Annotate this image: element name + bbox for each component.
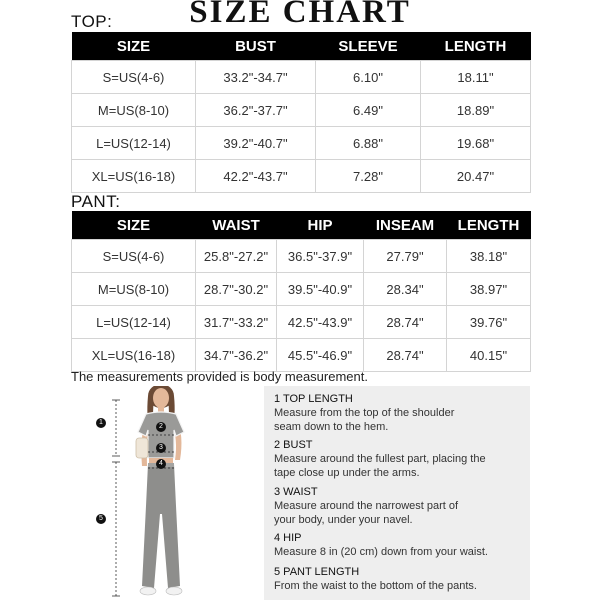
table-cell: 6.10" (316, 61, 421, 94)
table-cell: XL=US(16-18) (72, 339, 196, 372)
table-cell: 34.7"-36.2" (196, 339, 277, 372)
table-cell: 27.79" (364, 240, 447, 273)
pant-section-label: PANT: (71, 192, 121, 211)
table-row (72, 339, 531, 372)
table-row (72, 240, 531, 273)
table-header-row (72, 32, 531, 61)
table-cell: 6.49" (316, 94, 421, 127)
table-row (72, 160, 531, 193)
table-cell: 33.2"-34.7" (196, 61, 316, 94)
top-size-table (71, 32, 531, 193)
step-text: Measure around the narrowest part of your body, under your navel. (274, 500, 459, 526)
model-illustration (88, 386, 263, 600)
table-cell: 42.2"-43.7" (196, 160, 316, 193)
table-row (72, 61, 531, 94)
measurement-figure (88, 386, 263, 600)
step-title: 3 WAIST (274, 486, 318, 498)
header-cell: BUST (196, 32, 316, 61)
table-cell: 28.34" (364, 273, 447, 306)
table-cell: 19.68" (421, 127, 531, 160)
table-cell: L=US(12-14) (72, 127, 196, 160)
table-cell: 39.5"-40.9" (277, 273, 364, 306)
header-cell: LENGTH (421, 32, 531, 61)
header-cell: WAIST (196, 211, 277, 240)
table-cell: 20.47" (421, 160, 531, 193)
header-cell: SIZE (72, 211, 196, 240)
step-title: 2 BUST (274, 439, 313, 451)
step-top-length (274, 392, 526, 434)
table-cell: 39.2"-40.7" (196, 127, 316, 160)
step-hip (274, 531, 526, 559)
step-title: 5 PANT LENGTH (274, 566, 360, 578)
table-cell: 28.7"-30.2" (196, 273, 277, 306)
table-cell: 36.5"-37.9" (277, 240, 364, 273)
table-row (72, 127, 531, 160)
step-waist (274, 485, 526, 527)
marker-1: 1 (96, 418, 106, 428)
step-title: 1 TOP LENGTH (274, 393, 353, 405)
step-title: 4 HIP (274, 532, 302, 544)
table-cell: 42.5"-43.9" (277, 306, 364, 339)
table-cell: L=US(12-14) (72, 306, 196, 339)
marker-4: 4 (156, 459, 166, 469)
table-cell: 6.88" (316, 127, 421, 160)
header-cell: SLEEVE (316, 32, 421, 61)
table-cell: 28.74" (364, 306, 447, 339)
table-cell: 39.76" (447, 306, 531, 339)
measurement-note: The measurements provided is body measurement. (71, 369, 368, 384)
step-text: From the waist to the bottom of the pants. (274, 580, 477, 592)
table-cell: S=US(4-6) (72, 240, 196, 273)
table-cell: XL=US(16-18) (72, 160, 196, 193)
pant-size-table (71, 211, 531, 372)
table-cell: 25.8"-27.2" (196, 240, 277, 273)
table-cell: S=US(4-6) (72, 61, 196, 94)
top-section-label: TOP: (71, 12, 113, 31)
table-cell: 40.15" (447, 339, 531, 372)
table-cell: M=US(8-10) (72, 94, 196, 127)
header-cell: INSEAM (364, 211, 447, 240)
table-row (72, 94, 531, 127)
marker-5: 5 (96, 514, 106, 524)
table-header-row (72, 211, 531, 240)
header-cell: LENGTH (447, 211, 531, 240)
step-pant-length (274, 565, 526, 593)
table-cell: 38.97" (447, 273, 531, 306)
table-cell: 18.11" (421, 61, 531, 94)
table-row (72, 306, 531, 339)
table-cell: 38.18" (447, 240, 531, 273)
marker-3: 3 (156, 443, 166, 453)
table-cell: M=US(8-10) (72, 273, 196, 306)
table-cell: 36.2"-37.7" (196, 94, 316, 127)
table-cell: 18.89" (421, 94, 531, 127)
table-cell: 31.7"-33.2" (196, 306, 277, 339)
table-cell: 45.5"-46.9" (277, 339, 364, 372)
step-text: Measure 8 in (20 cm) down from your waist. (274, 546, 488, 558)
table-row (72, 273, 531, 306)
table-cell: 28.74" (364, 339, 447, 372)
step-text: Measure from the top of the shoulder seam down to the hem. (274, 407, 455, 433)
step-text: Measure around the fullest part, placing the tape close up under the arms. (274, 453, 486, 479)
header-cell: SIZE (72, 32, 196, 61)
header-cell: HIP (277, 211, 364, 240)
page-title: SIZE CHART (189, 0, 411, 30)
step-bust (274, 438, 526, 480)
marker-2: 2 (156, 422, 166, 432)
table-cell: 7.28" (316, 160, 421, 193)
